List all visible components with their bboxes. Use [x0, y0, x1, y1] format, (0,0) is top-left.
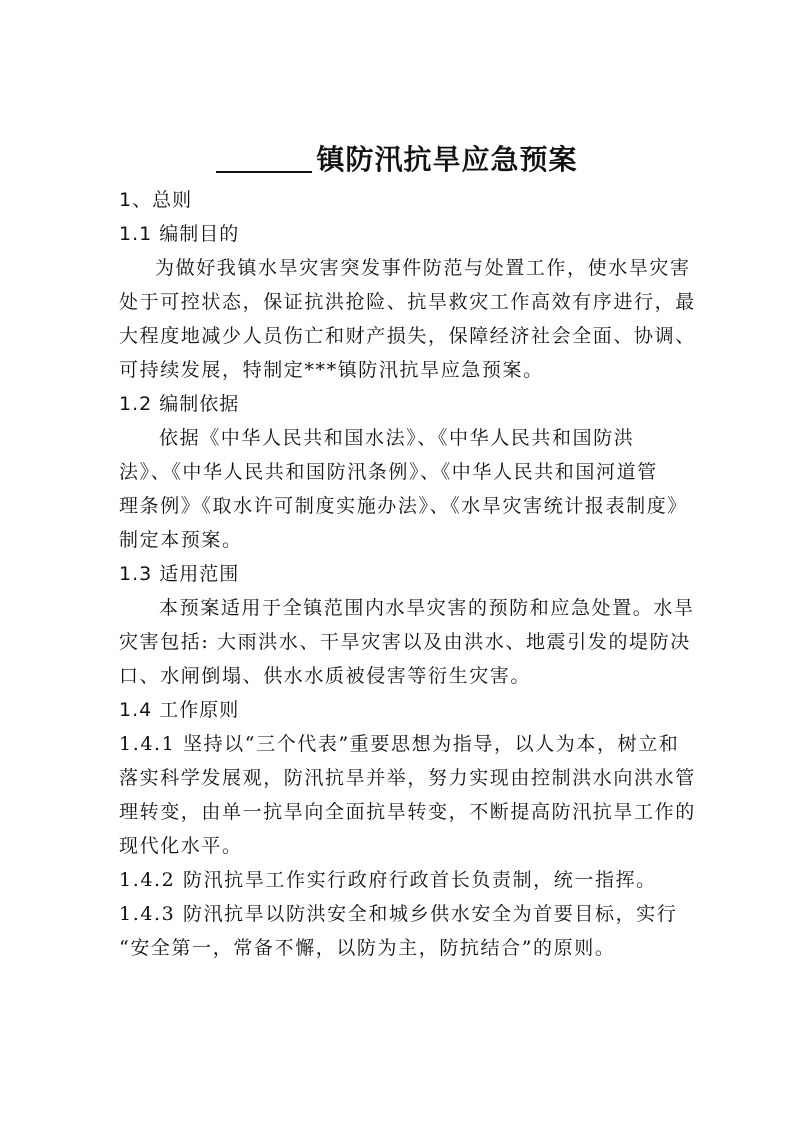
section-heading-scope: 1.3 适用范围 — [119, 563, 240, 585]
paragraph-line: 理条例》《取水许可制度实施办法》、《水旱灾害统计报表制度》 — [119, 495, 688, 517]
title-blank-underline — [216, 141, 312, 173]
paragraph-line: 灾害包括: 大雨洪水、干旱灾害以及由洪水、地震引发的堤防决 — [119, 631, 691, 653]
section-heading-general: 1、总则 — [119, 189, 193, 211]
paragraph-line: 理转变，由单一抗旱向全面抗旱转变，不断提高防汛抗旱工作的 — [119, 801, 696, 823]
paragraph-line: 可持续发展，特制定***镇防汛抗旱应急预案。 — [119, 359, 544, 381]
paragraph-line: 大程度地减少人员伤亡和财产损失，保障经济社会全面、协调、 — [119, 325, 696, 347]
paragraph-line: 落实科学发展观，防汛抗旱并举，努力实现由控制洪水向洪水管 — [119, 767, 696, 789]
paragraph-line: 1.4.2 防汛抗旱工作实行政府行政首长负责制，统一指挥。 — [119, 869, 657, 891]
paragraph-line: 1.4.3 防汛抗旱以防洪安全和城乡供水安全为首要目标，实行 — [119, 903, 678, 925]
paragraph-line: 为做好我镇水旱灾害突发事件防范与处置工作，使水旱灾害 — [155, 257, 691, 279]
document-title — [0, 140, 794, 180]
paragraph-line: 法》、《中华人民共和国防汛条例》、《中华人民共和国河道管 — [119, 461, 658, 483]
title-text: 镇防汛抗旱应急预案 — [316, 143, 578, 176]
paragraph-line: 1.4.1 坚持以“三个代表”重要思想为指导，以人为本，树立和 — [119, 733, 680, 755]
paragraph-line: 依据《中华人民共和国水法》、《中华人民共和国防洪 — [159, 427, 635, 449]
section-heading-principles: 1.4 工作原则 — [119, 699, 240, 721]
paragraph-line: 口、水闸倒塌、供水水质被侵害等衍生灾害。 — [119, 665, 532, 687]
paragraph-line: 本预案适用于全镇范围内水旱灾害的预防和应急处置。水旱 — [159, 597, 695, 619]
paragraph-line: 现代化水平。 — [119, 835, 243, 857]
document-body — [119, 183, 696, 965]
section-heading-purpose: 1.1 编制目的 — [119, 223, 240, 245]
section-heading-basis: 1.2 编制依据 — [119, 393, 240, 415]
paragraph-line: 处于可控状态，保证抗洪抢险、抗旱救灾工作高效有序进行，最 — [119, 291, 696, 313]
paragraph-line: 制定本预案。 — [119, 529, 243, 551]
paragraph-line: “安全第一，常备不懈，以防为主，防抗结合”的原则。 — [119, 937, 616, 959]
